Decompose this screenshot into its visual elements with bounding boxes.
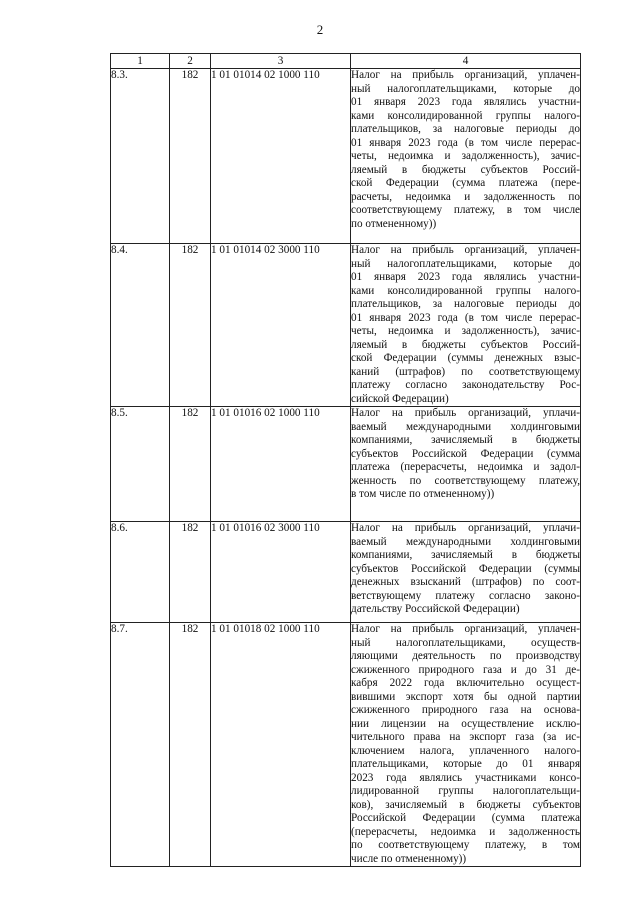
description-line: лидированной группы налогоплательщи-: [351, 785, 580, 797]
description-line: 01 января 2023 года (в том числе перерас-: [351, 311, 580, 324]
page-number: 2: [316, 22, 324, 37]
description-line: платежа (перерасчеты, недоимка и задол-: [351, 461, 580, 473]
description-line: Налог на прибыль организаций, уплачен-: [351, 69, 580, 81]
description-line: плательщиками, которые до 01 января: [351, 758, 580, 770]
description-line: Налог на прибыль организаций, уплачен-: [351, 244, 580, 256]
description-line: в том числе по отмененному)): [351, 488, 495, 500]
description-line: денежных взысканий (штрафов) по соот-: [351, 576, 580, 588]
description-line: субъектов Российской Федерации (сумма: [351, 447, 580, 460]
description-line: 01 января 2023 года (в том числе перерас-: [351, 136, 580, 149]
row-number: 8.7.: [111, 623, 170, 867]
row-number: 8.4.: [111, 244, 170, 407]
description-line: ключением налога, уплаченного налого-: [351, 744, 580, 757]
description-line: ляемый в бюджеты субъектов Россий-: [351, 338, 580, 351]
budget-classification-code: 1 01 01018 02 1000 110: [211, 623, 351, 867]
description-line: плательщиков, за налоговые периоды до: [351, 298, 580, 310]
budget-classification-code: 1 01 01016 02 1000 110: [211, 407, 351, 522]
description-line: расчеты, недоимка и задолженность по: [351, 190, 580, 203]
description-line: четы, недоимка и задолженность), зачис-: [351, 325, 580, 337]
description-line: Налог на прибыль организаций, уплачи-: [351, 522, 580, 534]
description-line: по соответствующему платежу, в том: [351, 839, 580, 851]
description-line: кабря 2022 года включительно осущест-: [351, 677, 580, 689]
budget-classification-code: 1 01 01014 02 3000 110: [211, 244, 351, 407]
revenue-description: [351, 522, 581, 623]
description-line: соответствующему платежу, в том числе: [351, 204, 580, 216]
description-line: вившими экспорт хотя бы одной партии: [351, 690, 580, 703]
description-line: платежу согласно законодательству Рос-: [351, 379, 580, 391]
admin-code: 182: [170, 407, 211, 522]
description-line: 01 января 2023 года являлись участни-: [351, 271, 580, 283]
description-line: по отмененному)): [351, 217, 437, 230]
description-line: дательству Российской Федерации): [351, 603, 520, 615]
description-line: компаниями, зачисляемый в бюджеты: [351, 434, 580, 446]
revenue-description: [351, 69, 581, 244]
description-line: числе по отмененному)): [351, 852, 467, 865]
description-line: субъектов Российской Федерации (суммы: [351, 562, 580, 575]
header-col-1: 1: [111, 54, 170, 69]
description-line: ный налогоплательщиками, которые до: [351, 82, 580, 95]
header-row: [111, 54, 581, 69]
table-row: [111, 522, 581, 623]
table-row: [111, 244, 581, 407]
description-line: ветствующему платежу согласно законо-: [351, 589, 580, 602]
revenue-description: [351, 244, 581, 407]
description-line: ный налогоплательщиками, которые до: [351, 257, 580, 270]
description-line: сжиженного природного газа на основа-: [351, 704, 580, 716]
description-line: Налог на прибыль организаций, уплачен-: [351, 623, 580, 635]
description-line: Российской Федерации (сумма платежа: [351, 812, 580, 824]
description-line: ляемый в бюджеты субъектов Россий-: [351, 163, 580, 176]
budget-classification-code: 1 01 01016 02 3000 110: [211, 522, 351, 623]
header-col-3: 3: [211, 54, 351, 69]
description-line: чительного права на экспорт газа (за ис-: [351, 731, 580, 743]
description-line: женность по соответствующему платежу,: [351, 474, 580, 487]
description-line: (перерасчеты, недоимка и задолженность: [351, 825, 580, 838]
header-col-2: 2: [170, 54, 211, 69]
admin-code: 182: [170, 244, 211, 407]
description-line: компаниями, зачисляемый в бюджеты: [351, 549, 580, 561]
revenue-description: [351, 623, 581, 867]
description-line: плательщиков, за налоговые периоды до: [351, 123, 580, 135]
description-line: ками консолидированной группы налого-: [351, 284, 580, 297]
description-line: нии лицензии на осуществление исклю-: [351, 717, 580, 730]
budget-codes-table: [110, 53, 581, 867]
description-line: ваемый международными холдинговыми: [351, 420, 580, 433]
header-col-4: 4: [351, 54, 581, 69]
description-line: ской Федерации (суммы денежных взыс-: [351, 352, 580, 364]
description-line: ской Федерации (сумма платежа (пере-: [351, 177, 580, 189]
budget-classification-code: 1 01 01014 02 1000 110: [211, 69, 351, 244]
row-number: 8.6.: [111, 522, 170, 623]
table-row: [111, 69, 581, 244]
description-line: ками консолидированной группы налого-: [351, 109, 580, 122]
admin-code: 182: [170, 623, 211, 867]
admin-code: 182: [170, 69, 211, 244]
row-number: 8.5.: [111, 407, 170, 522]
description-line: 01 января 2023 года являлись участни-: [351, 96, 580, 108]
description-line: каний (штрафов) по соответствующему: [351, 365, 580, 378]
admin-code: 182: [170, 522, 211, 623]
description-line: 2023 года являлись участниками консо-: [351, 771, 580, 784]
row-number: 8.3.: [111, 69, 170, 244]
description-line: ков), зачисляемый в бюджеты субъектов: [351, 798, 580, 811]
table-row: [111, 407, 581, 522]
description-line: четы, недоимка и задолженность), зачис-: [351, 150, 580, 162]
description-line: ный налогоплательщиками, осуществ-: [351, 636, 580, 649]
description-line: сийской Федерации): [351, 392, 449, 405]
description-line: Налог на прибыль организаций, уплачи-: [351, 407, 580, 419]
description-line: ваемый международными холдинговыми: [351, 535, 580, 548]
table-row: [111, 623, 581, 867]
description-line: ляющими деятельность по производству: [351, 650, 580, 662]
revenue-description: [351, 407, 581, 522]
description-line: сжиженного природного газа и до 31 де-: [351, 663, 580, 676]
